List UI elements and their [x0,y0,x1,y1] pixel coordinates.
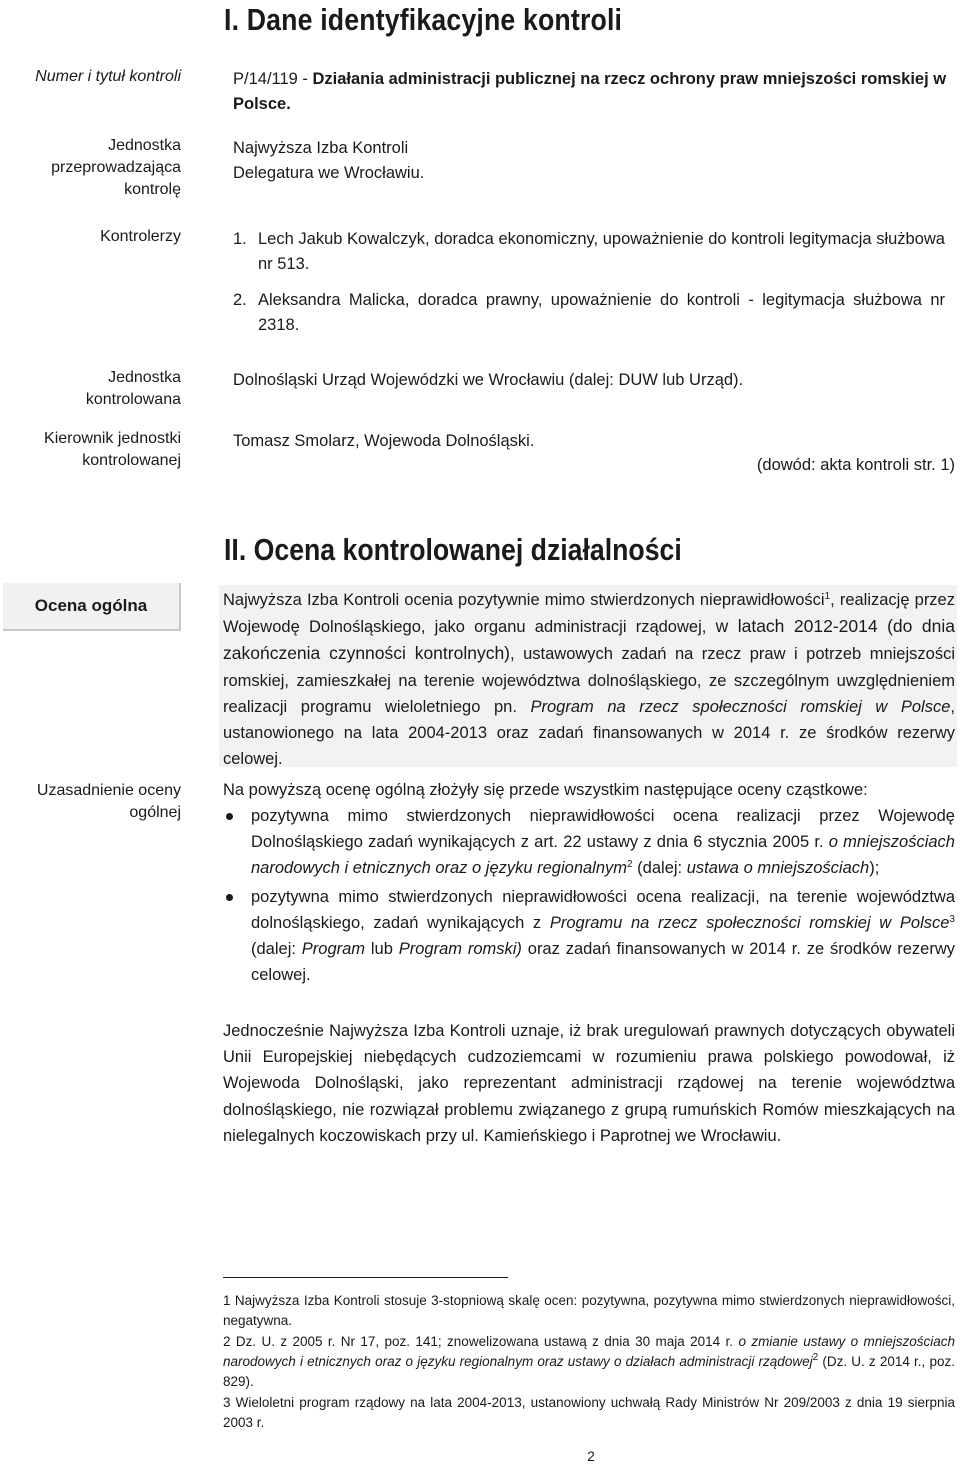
uzasadnienie-intro: Na powyższą ocenę ogólną złożyły się przede wszystkim następujące oceny cząstkowe: [223,781,868,799]
section-1-heading: I. Dane identyfikacyjne kontroli [224,2,623,37]
value-jednostka-kontrolowana: Dolnośląski Urząd Wojewódzki we Wrocławiu (dalej: DUW lub Urząd). [233,371,744,389]
list-item [223,884,955,989]
footnote-2-number: 2 [223,1334,231,1349]
bullet-1-italic-2: ustawa o mniejszościach [686,859,870,878]
ocena-text-part-2: , realizację przez Wojewodę Dolnośląskiego, jako organu administracji rządowej, [223,591,955,637]
kontroler-2-number: 2. [233,291,247,309]
jednostka-line-2: Delegatura we Wrocławiu. [233,163,425,182]
bullet-1-text-c: ); [869,859,880,878]
ocena-text-part-4: , ustanowionego na lata 2004-2013 oraz zadań finansowanych w 2014 r. ze środków rezerwy celowej. [223,697,955,769]
section-2-heading: II. Ocena kontrolowanej działalności [224,532,682,567]
footnote-1-text: Najwyższa Izba Kontroli stosuje 3-stopniową skalę ocen: pozytywna, pozytywna mimo stwierdzonych nieprawidłowości, negatywna. [223,1293,955,1328]
dowod-reference: (dowód: akta kontroli str. 1) [756,456,955,474]
bullet-icon [226,813,233,820]
bullet-2-text-b: (dalej: [251,940,302,959]
bullet-1-text-b: (dalej: [632,859,687,878]
value-numer-kontroli [233,67,955,116]
bullet-2-italic-2: Program [301,940,366,959]
footnote-2-sup: 2 [812,1352,819,1363]
label-jednostka-przeprowadzajaca: Jednostka przeprowadzająca kontrolę [51,137,181,198]
bullet-icon [226,894,233,901]
footnote-2 [223,1332,955,1392]
footnote-3 [223,1393,955,1433]
control-code: P/14/119 - [233,70,313,88]
value-jednostka-przeprowadzajaca [233,136,955,185]
footnote-2-text: Dz. U. z 2005 r. Nr 17, poz. 141; znowelizowana ustawą z dnia 30 maja 2014 r. [230,1334,739,1349]
label-kontrolerzy: Kontrolerzy [100,228,181,245]
oceny-czastkowe-list [223,803,955,988]
page-number: 2 [587,1449,595,1464]
label-kierownik: Kierownik jednostki kontrolowanej [44,430,181,469]
value-kierownik: Tomasz Smolarz, Wojewoda Dolnośląski. [233,432,535,450]
bullet-1-italic: o mniejszościach narodowych i etnicznych oraz o języku regionalnym [251,833,955,878]
footnote-ref-3: 3 [949,913,955,925]
footnote-3-text: Wieloletni program rządowy na lata 2004-2013, ustanowiony uchwałą Rady Ministrów Nr 209/2003 z dnia 19 sierpnia 2003 r. [223,1395,955,1430]
footnote-1-number: 1 [223,1293,231,1308]
label-numer-kontroli: Numer i tytuł kontroli [35,68,181,85]
jednostka-line-1: Najwyższa Izba Kontroli [233,139,409,157]
bullet-2-text-d: oraz zadań finansowanych w 2014 r. ze środków rezerwy celowej. [251,940,956,985]
footnote-2-tail: (Dz. U. z 2014 r., poz. 829). [223,1354,955,1389]
ocena-ogolna-label: Ocena ogólna [3,583,181,631]
bullet-2-text: pozytywna mimo stwierdzonych nieprawidłowości ocena realizacji, na terenie województwa dolnośląskiego, zadań wynikających z [251,887,955,932]
uzasadnienie-final-paragraph: Jednocześnie Najwyższa Izba Kontroli uznaje, iż brak uregulowań prawnych dotyczących obywateli Unii Europejskiej niebędących cudzoziemcami w rozumieniu prawa polskiego powodował, iż Wojewoda Dolnośląski, jako reprezentant administracji rządowej na terenie województwa dolnośląskiego, nie rozwiązał problemu związanego z grupą rumuńskich Romów mieszkających na nielegalnych koczowiskach przy ul. Kamieńskiego i Paprotnej we Wrocławiu. [223,1022,955,1145]
footnote-1 [223,1291,955,1331]
ocena-text-program-title: Program na rzecz społeczności romskiej w Polsce [530,697,951,716]
kontroler-2-text: Aleksandra Malicka, doradca prawny, upoważnienie do kontroli - legitymacja służbowa nr 2318. [258,291,945,334]
bullet-2-italic: Programu na rzecz społeczności romskiej w Polsce [549,913,950,932]
control-title: Działania administracji publicznej na rzecz ochrony praw mniejszości romskiej w Polsce. [233,70,947,113]
bullet-2-italic-3: Program romski) [398,940,522,959]
ocena-text-period: w latach 2012-2014 (do dnia zakończenia czynności kontrolnych) [223,616,955,664]
ocena-ogolna-text [223,587,955,772]
footnote-ref-2: 2 [627,859,633,871]
kontroler-1 [233,227,945,276]
kontroler-1-text: Lech Jakub Kowalczyk, doradca ekonomiczny, upoważnienie do kontroli legitymacja służbowa nr 513. [258,230,945,273]
ocena-text-part-1: Najwyższa Izba Kontroli ocenia pozytywnie mimo stwierdzonych nieprawidłowości [223,591,825,609]
kontroler-2 [233,288,945,337]
list-item [223,803,955,882]
kontroler-1-number: 1. [233,230,247,248]
footnote-2-italic: o zmianie ustawy o mniejszościach narodowych i etnicznych oraz o języku regionalnym oraz ustawy o działach administracji rządowej [223,1334,956,1369]
bullet-2-text-c: lub [365,940,399,959]
footnote-3-number: 3 [223,1395,231,1410]
footnote-divider [223,1277,508,1278]
label-jednostka-kontrolowana: Jednostka kontrolowana [85,369,181,408]
bullet-1-text: pozytywna mimo stwierdzonych nieprawidłowości ocena realizacji przez Wojewodę Dolnośląskiego zadań wynikających z art. 22 ustawy z dnia 6 stycznia 2005 r. [251,807,955,852]
label-uzasadnienie: Uzasadnienie oceny ogólnej [36,782,181,821]
ocena-text-part-3: , ustawowych zadań na rzecz praw i potrzeb mniejszości romskiej, zamieszkałej na terenie województwa dolnośląskiego, ze szczególnym uwzględnieniem realizacji programu wieloletniego pn. [223,645,955,716]
footnote-ref-1: 1 [824,591,831,602]
